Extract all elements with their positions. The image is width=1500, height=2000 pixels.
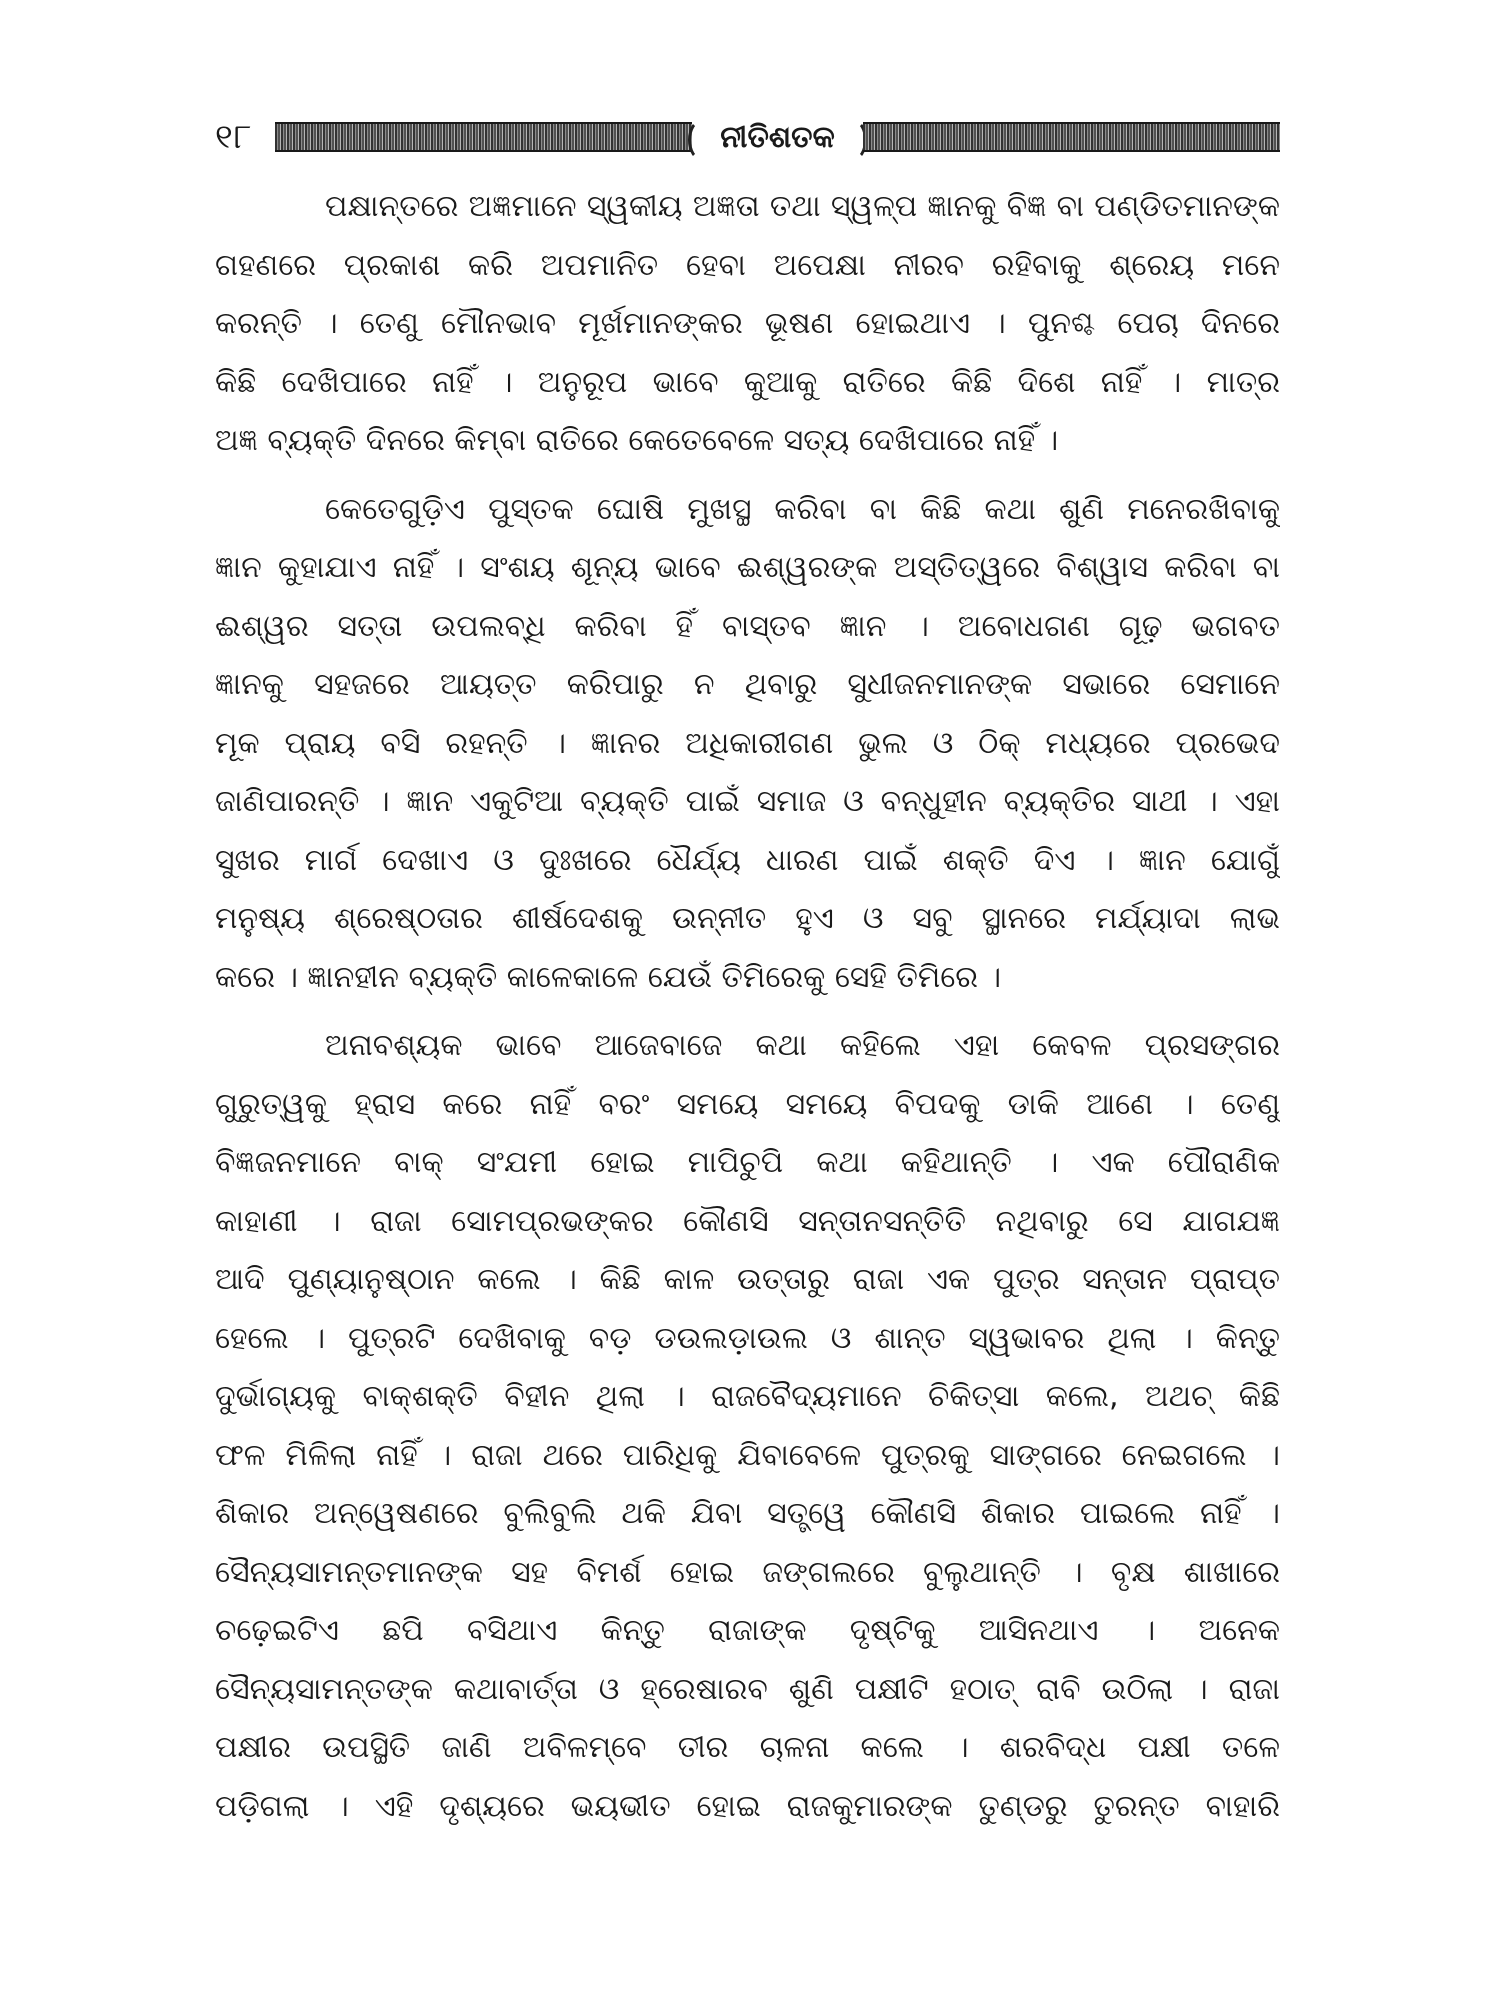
text-line: ବିଜ୍ଞଜନମାନେ ବାକ୍ ସଂଯମୀ ହୋଇ ମାପିଚୁପି କଥା କହିଥାନ୍ତି । ଏକ ପୌରାଣିକ: [215, 1145, 1280, 1180]
text-line: ଅଜ୍ଞ ବ୍ୟକ୍ତି ଦିନରେ କିମ୍ବା ରାତିରେ କେତେବେଳେ ସତ୍ୟ ଦେଖିପାରେ ନାହିଁ ।: [215, 423, 1059, 458]
header-ornament-right: [863, 122, 1280, 152]
paragraph-2: [215, 481, 1280, 1008]
text-line: ହେଲେ । ପୁତ୍ରଟି ଦେଖିବାକୁ ବଡ଼ ଡଉଲଡ଼ାଉଲ ଓ ଶାନ୍ତ ସ୍ୱଭାବର ଥିଲା । କିନ୍ତୁ: [215, 1320, 1280, 1356]
text-line: ଜାଣିପାରନ୍ତି । ଜ୍ଞାନ ଏକୁଟିଆ ବ୍ୟକ୍ତି ପାଇଁ ସମାଜ ଓ ବନ୍ଧୁହୀନ ବ୍ୟକ୍ତିର ସାଥୀ । ଏହା: [215, 784, 1280, 819]
text-line: ପକ୍ଷାନ୍ତରେ ଅଜ୍ଞମାନେ ସ୍ୱକୀୟ ଅଜ୍ଞତା ତଥା ସ୍ୱଳ୍ପ ଜ୍ଞାନକୁ ବିଜ୍ଞ ବା ପଣ୍ଡିତମାନଙ୍କ: [325, 189, 1280, 224]
running-title-text: ନୀତିଶତକ: [720, 119, 835, 155]
text-line: ମୂକ ପ୍ରାୟ ବସି ରହନ୍ତି । ଜ୍ଞାନର ଅଧିକାରୀଗଣ ଭୁଲ ଓ ଠିକ୍ ମଧ୍ୟରେ ପ୍ରଭେଦ: [215, 725, 1280, 761]
text-line: ସୈନ୍ୟସାମନ୍ତମାନଙ୍କ ସହ ବିମର୍ଶ ହୋଇ ଜଙ୍ଗଲରେ ବୁଲୁଥାନ୍ତି । ବୃକ୍ଷ ଶାଖାରେ: [215, 1554, 1280, 1590]
text-line: କେତେଗୁଡ଼ିଏ ପୁସ୍ତକ ଘୋଷି ମୁଖସ୍ଥ କରିବା ବା କିଛି କଥା ଶୁଣି ମନେରଖିବାକୁ: [325, 491, 1280, 527]
text-line: ଜ୍ଞାନକୁ ସହଜରେ ଆୟତ୍ତ କରିପାରୁ ନ ଥିବାରୁ ସୁଧୀଜନମାନଙ୍କ ସଭାରେ ସେମାନେ: [215, 667, 1280, 702]
text-line: ମନୁଷ୍ୟ ଶ୍ରେଷ୍ଠତାର ଶୀର୍ଷଦେଶକୁ ଉନ୍ନୀତ ହୁଏ ଓ ସବୁ ସ୍ଥାନରେ ମର୍ଯ୍ୟାଦା ଲାଭ: [215, 901, 1280, 936]
text-line: କରନ୍ତି । ତେଣୁ ମୌନଭାବ ମୂର୍ଖମାନଙ୍କର ଭୂଷଣ ହୋଇଥାଏ । ପୁନଶ୍ଚ ପେଚା ଦିନରେ: [215, 306, 1280, 341]
page-number: ୧୮: [215, 117, 253, 157]
text-line: ଆଦି ପୁଣ୍ୟାନୁଷ୍ଠାନ କଲେ । କିଛି କାଳ ଉତ୍ତାରୁ ରାଜା ଏକ ପୁତ୍ର ସନ୍ତାନ ପ୍ରାପ୍ତ: [215, 1262, 1280, 1297]
paragraph-1: [215, 178, 1280, 471]
body-text: [215, 178, 1280, 1846]
text-line: ଅନାବଶ୍ୟକ ଭାବେ ଆଜେବାଜେ କଥା କହିଲେ ଏହା କେବଳ ପ୍ରସଙ୍ଗର: [325, 1028, 1280, 1063]
paragraph-3: [215, 1017, 1280, 1836]
text-line: ଦୁର୍ଭାଗ୍ୟକୁ ବାକ୍‌ଶକ୍ତି ବିହୀନ ଥିଲା । ରାଜବୈଦ୍ୟମାନେ ଚିକିତ୍ସା କଲେ, ଅଥଚ୍ କିଛି: [215, 1379, 1280, 1414]
text-line: ଗୁରୁତ୍ୱକୁ ହ୍ରାସ କରେ ନାହିଁ ବରଂ ସମୟେ ସମୟେ ବିପଦକୁ ଡାକି ଆଣେ । ତେଣୁ: [215, 1086, 1280, 1122]
text-line: ସୁଖର ମାର୍ଗ ଦେଖାଏ ଓ ଦୁଃଖରେ ଧୈର୍ଯ୍ୟ ଧାରଣ ପାଇଁ ଶକ୍ତି ଦିଏ । ଜ୍ଞାନ ଯୋଗୁଁ: [215, 842, 1280, 878]
text-line: ଶିକାର ଅନ୍ୱେଷଣରେ ବୁଲିବୁଲି ଥକି ଯିବା ସତ୍ତ୍ୱେ କୌଣସି ଶିକାର ପାଇଲେ ନାହିଁ ।: [215, 1496, 1280, 1531]
text-line: ପକ୍ଷୀର ଉପସ୍ଥିତି ଜାଣି ଅବିଳମ୍ବେ ତୀର ଚାଳନା କଲେ । ଶରବିଦ୍ଧ ପକ୍ଷୀ ତଳେ: [215, 1730, 1280, 1765]
text-line: ଜ୍ଞାନ କୁହାଯାଏ ନାହିଁ । ସଂଶୟ ଶୂନ୍ୟ ଭାବେ ଈଶ୍ୱରଙ୍କ ଅସ୍ତିତ୍ୱରେ ବିଶ୍ୱାସ କରିବା ବା: [215, 550, 1280, 585]
text-line: ଚଢ଼େଇଟିଏ ଛପି ବସିଥାଏ କିନ୍ତୁ ରାଜାଙ୍କ ଦୃଷ୍ଟିକୁ ଆସିନଥାଏ । ଅନେକ: [215, 1613, 1280, 1648]
text-line: ଗହଣରେ ପ୍ରକାଶ କରି ଅପମାନିତ ହେବା ଅପେକ୍ଷା ନୀରବ ରହିବାକୁ ଶ୍ରେୟ ମନେ: [215, 247, 1280, 283]
text-line: କାହାଣୀ । ରାଜା ସୋମପ୍ରଭଙ୍କର କୌଣସି ସନ୍ତାନସନ୍ତିତି ନଥିବାରୁ ସେ ଯାଗଯଜ୍ଞ: [215, 1203, 1280, 1239]
page-header: [215, 112, 1280, 162]
header-ornament-left: [275, 122, 692, 152]
text-line: ପଡ଼ିଗଲା । ଏହି ଦୃଶ୍ୟରେ ଭୟଭୀତ ହୋଇ ରାଜକୁମାରଙ୍କ ତୁଣ୍ଡରୁ ତୁରନ୍ତ ବାହାରି: [215, 1788, 1280, 1824]
running-title: [692, 115, 862, 159]
text-line: କରେ । ଜ୍ଞାନହୀନ ବ୍ୟକ୍ତି କାଳେକାଳେ ଯେଉଁ ତିମିରେକୁ ସେହି ତିମିରେ ।: [215, 959, 1002, 995]
text-line: ସୈନ୍ୟସାମନ୍ତଙ୍କ କଥାବାର୍ତ୍ତା ଓ ହ୍ରେଷାରବ ଶୁଣି ପକ୍ଷୀଟି ହଠାତ୍ ରାବି ଉଠିଲା । ରାଜା: [215, 1671, 1280, 1707]
text-line: ଈଶ୍ୱର ସତ୍ତା ଉପଲବ୍ଧି କରିବା ହିଁ ବାସ୍ତବ ଜ୍ଞାନ । ଅବୋଧଗଣ ଗୂଢ଼ ଭଗବତ: [215, 608, 1280, 644]
text-line: ଫଳ ମିଳିଲା ନାହିଁ । ରାଜା ଥରେ ପାରିଧିକୁ ଯିବାବେଳେ ପୁତ୍ରକୁ ସାଙ୍ଗରେ ନେଇଗଲେ ।: [215, 1437, 1280, 1473]
text-line: କିଛି ଦେଖିପାରେ ନାହିଁ । ଅନୁରୂପ ଭାବେ କୁଆକୁ ରାତିରେ କିଛି ଦିଶେ ନାହିଁ । ମାତ୍ର: [215, 364, 1280, 400]
